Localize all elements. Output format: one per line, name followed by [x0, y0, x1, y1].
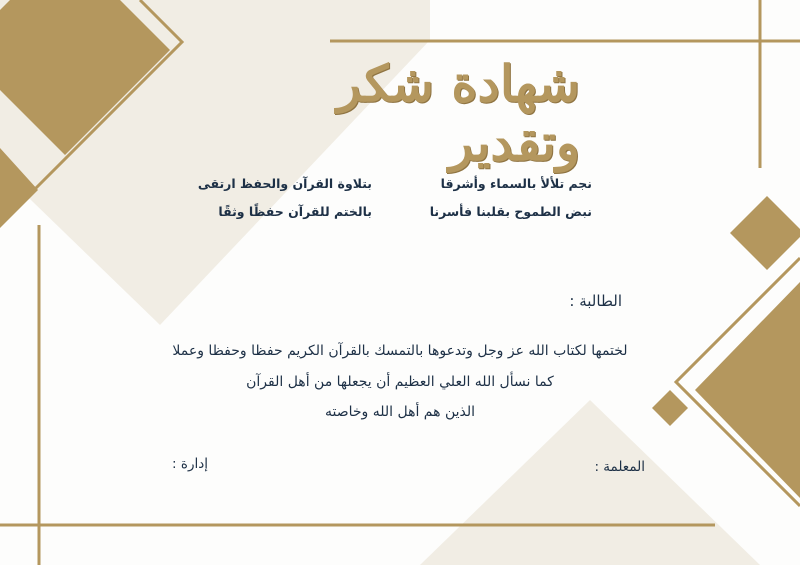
certificate-title: شهادة شكر وتقدير [336, 54, 580, 172]
verse-left-2: بالختم للقرآن حفظًا وثقًا [218, 204, 372, 219]
admin-label: إدارة : [172, 456, 208, 472]
body-line-3: الذين هم أهل الله وخاصته [324, 404, 476, 420]
verse-right-1: نجم تلألأ بالسماء وأشرقا [440, 176, 592, 191]
verse-left-1: بتلاوة القرآن والحفظ ارتقى [197, 176, 372, 191]
student-label: الطالبة : [569, 292, 622, 310]
teacher-label: المعلمة : [594, 459, 645, 475]
gold-diamond-right-large [695, 282, 800, 498]
body-line-1: لختمها لكتاب الله عز وجل وتدعوها بالتمسك بالقرآن الكريم حفظا وحفظا وعملا [172, 343, 628, 359]
body-line-2: كما نسأل الله العلي العظيم أن يجعلها من أهل القرآن [246, 374, 554, 390]
verse-right-2: نبض الطموح بقلبنا فأسرنا [429, 204, 592, 219]
beige-shape-bottom [420, 400, 760, 565]
gold-diamond-right-small [730, 196, 800, 270]
